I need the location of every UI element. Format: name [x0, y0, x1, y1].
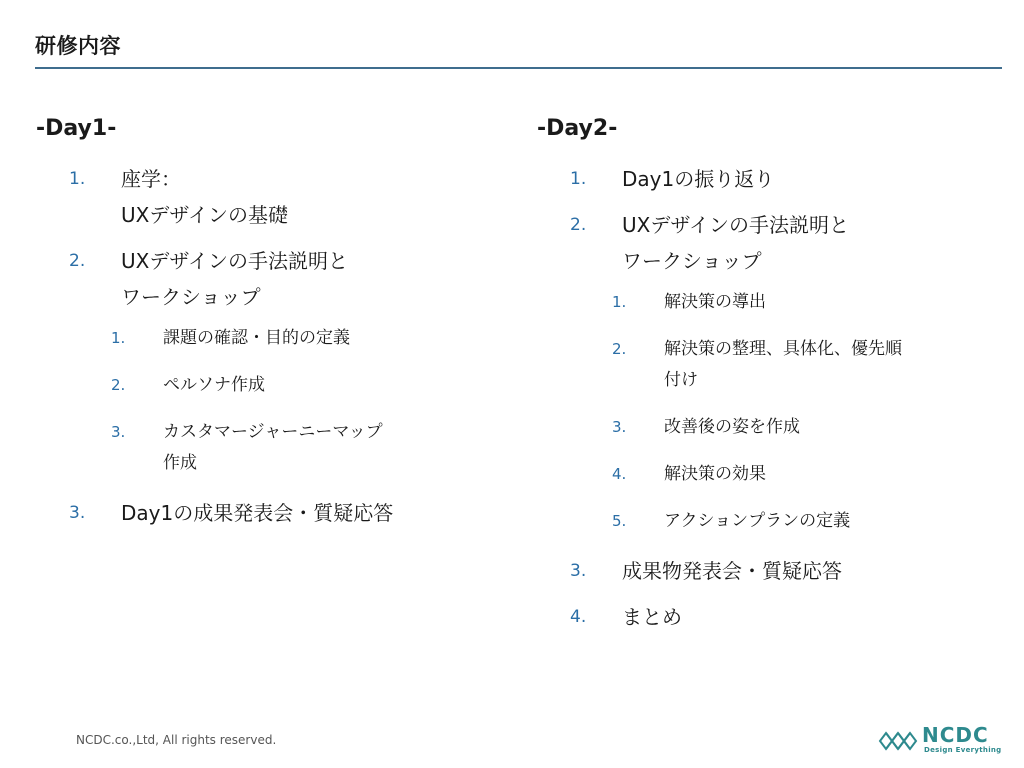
list-item-text: Day1の成果発表会・質疑応答 — [121, 501, 394, 525]
sub-list-item-text: ペルソナ作成 — [163, 375, 265, 395]
logo-tagline: Design Everything — [924, 746, 1002, 754]
sub-list-number: 2. — [111, 376, 126, 394]
page-title: 研修内容 — [35, 34, 121, 58]
sub-list-number: 2. — [612, 340, 627, 358]
list-item-text: Day1の振り返り — [622, 167, 775, 191]
day1-column — [36, 115, 476, 541]
list-item-text: UXデザインの手法説明と ワークショップ — [121, 249, 348, 309]
title-divider — [35, 67, 1002, 69]
sub-list-item — [612, 412, 997, 443]
list-item-text: UXデザインの手法説明と ワークショップ — [622, 213, 849, 273]
sub-list-item — [612, 459, 997, 490]
logo-mark-icon — [878, 728, 918, 754]
day2-sublist — [612, 287, 997, 537]
list-item — [537, 207, 997, 537]
sub-list-number: 1. — [111, 329, 126, 347]
sub-list-number: 1. — [612, 293, 627, 311]
list-item-text: 座学： UXデザインの基礎 — [121, 167, 288, 227]
sub-list-item — [612, 287, 997, 318]
ncdc-logo — [878, 724, 1003, 758]
sub-list-item-text: 解決策の整理、具体化、優先順 付け — [664, 339, 902, 390]
list-item-text: 成果物発表会・質疑応答 — [622, 559, 842, 583]
sub-list-item-text: 解決策の効果 — [664, 464, 766, 484]
sub-list-item — [111, 323, 476, 354]
list-item — [36, 243, 476, 479]
list-number: 1. — [69, 169, 86, 189]
sub-list-item-text: アクションプランの定義 — [664, 511, 851, 531]
sub-list-item — [612, 334, 997, 396]
list-number: 4. — [570, 607, 587, 627]
list-item — [537, 161, 997, 197]
list-number: 2. — [69, 251, 86, 271]
sub-list-number: 3. — [612, 418, 627, 436]
list-item — [537, 599, 997, 635]
sub-list-number: 4. — [612, 465, 627, 483]
sub-list-item — [612, 506, 997, 537]
day1-heading: -Day1- — [36, 116, 117, 141]
day2-list — [537, 161, 997, 635]
day1-sublist — [111, 323, 476, 479]
copyright-text: NCDC.co.,Ltd, All rights reserved. — [76, 733, 277, 747]
day2-column — [537, 115, 997, 645]
logo-wordmark: NCDC — [922, 723, 989, 747]
list-item-text: まとめ — [622, 605, 682, 629]
sub-list-item-text: 課題の確認・目的の定義 — [163, 328, 350, 348]
sub-list-number: 3. — [111, 423, 126, 441]
list-item — [36, 495, 476, 531]
sub-list-number: 5. — [612, 512, 627, 530]
list-number: 3. — [69, 503, 86, 523]
list-item — [36, 161, 476, 233]
list-number: 1. — [570, 169, 587, 189]
sub-list-item — [111, 417, 476, 479]
sub-list-item — [111, 370, 476, 401]
list-number: 3. — [570, 561, 587, 581]
sub-list-item-text: 改善後の姿を作成 — [664, 417, 800, 437]
day2-heading: -Day2- — [537, 116, 618, 141]
sub-list-item-text: 解決策の導出 — [664, 292, 766, 312]
list-number: 2. — [570, 215, 587, 235]
list-item — [537, 553, 997, 589]
sub-list-item-text: カスタマージャーニーマップ 作成 — [163, 422, 383, 473]
day1-list — [36, 161, 476, 531]
